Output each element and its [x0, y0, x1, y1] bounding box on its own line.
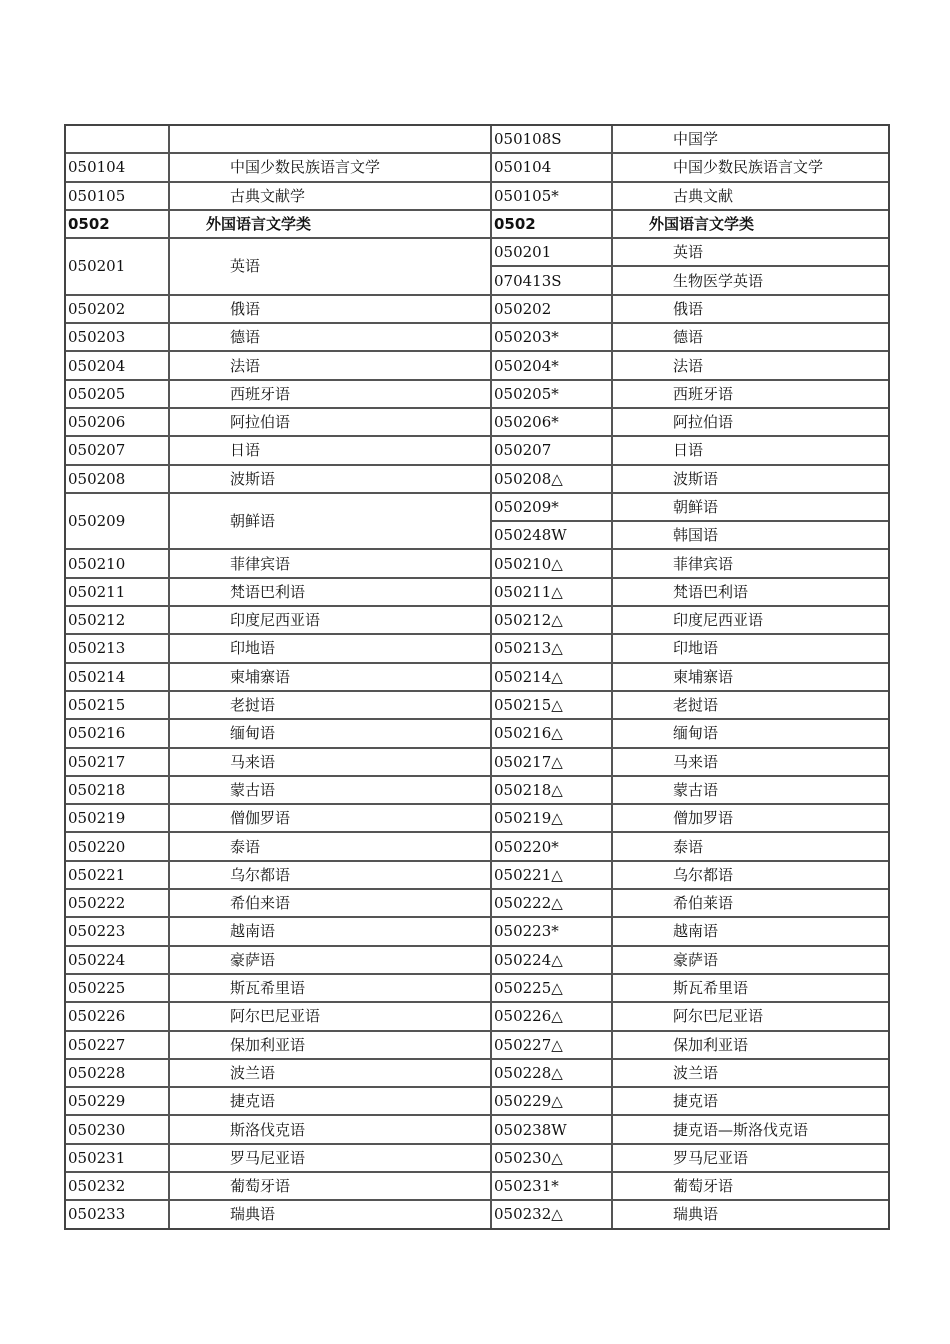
new-code-cell: 050226△ [492, 1003, 613, 1031]
table-row [66, 183, 888, 211]
old-code-cell: 050207 [66, 437, 170, 465]
new-code-cell: 0502 [492, 211, 613, 239]
new-name-cell: 西班牙语 [613, 381, 888, 409]
new-name-cell: 日语 [613, 437, 888, 465]
new-code-cell: 050216△ [492, 720, 613, 748]
new-code-cell: 050202 [492, 296, 613, 324]
new-name-cell: 梵语巴利语 [613, 579, 888, 607]
new-name-cell: 菲律宾语 [613, 550, 888, 578]
new-name-cell: 越南语 [613, 918, 888, 946]
new-name-cell: 中国少数民族语言文学 [613, 154, 888, 182]
new-name-cell: 中国学 [613, 126, 888, 154]
old-code-cell: 050104 [66, 154, 170, 182]
new-name-cell: 韩国语 [613, 522, 888, 550]
new-name-cell: 捷克语 [613, 1088, 888, 1116]
table-row [66, 550, 888, 578]
new-code-cell: 050205* [492, 381, 613, 409]
old-code-cell: 050233 [66, 1201, 170, 1227]
new-code-cell: 050210△ [492, 550, 613, 578]
new-code-cell: 050212△ [492, 607, 613, 635]
old-code-cell: 050228 [66, 1060, 170, 1088]
new-name-cell: 德语 [613, 324, 888, 352]
old-name-cell: 老挝语 [170, 692, 492, 720]
new-code-cell: 050104 [492, 154, 613, 182]
table-row [66, 1145, 888, 1173]
new-code-cell: 050248W [492, 522, 613, 550]
table-row [66, 1088, 888, 1116]
table-row [66, 692, 888, 720]
new-name-cell: 瑞典语 [673, 1205, 719, 1224]
table-row [66, 947, 888, 975]
new-code-cell: 050225△ [492, 975, 613, 1003]
old-name-cell [170, 126, 492, 154]
table-row [66, 890, 888, 918]
old-code-cell: 050227 [66, 1032, 170, 1060]
old-code-cell: 050216 [66, 720, 170, 748]
table-row [66, 975, 888, 1003]
table-row [66, 833, 888, 861]
old-name-cell: 蒙古语 [170, 777, 492, 805]
table-row [66, 239, 888, 267]
old-code-cell: 050210 [66, 550, 170, 578]
table-row [66, 1003, 888, 1031]
table-row [66, 1201, 888, 1227]
new-code-cell: 050203* [492, 324, 613, 352]
new-name-cell: 古典文献 [613, 183, 888, 211]
table-row [66, 635, 888, 663]
new-code-cell: 050207 [492, 437, 613, 465]
new-code-cell: 050214△ [492, 664, 613, 692]
new-name-cell: 老挝语 [613, 692, 888, 720]
table-row [66, 579, 888, 607]
old-code-cell: 050213 [66, 635, 170, 663]
old-code-cell: 050225 [66, 975, 170, 1003]
new-code-cell: 050220* [492, 833, 613, 861]
new-code-cell: 050209* [492, 494, 613, 522]
old-code-cell: 050205 [66, 381, 170, 409]
old-name-cell: 阿尔巴尼亚语 [170, 1003, 492, 1031]
old-code-cell: 050229 [66, 1088, 170, 1116]
new-name-cell: 马来语 [613, 749, 888, 777]
new-name-cell: 印地语 [613, 635, 888, 663]
new-name-cell: 保加利亚语 [613, 1032, 888, 1060]
table-row [66, 777, 888, 805]
new-code-cell: 050215△ [492, 692, 613, 720]
new-name-cell: 乌尔都语 [613, 862, 888, 890]
old-code-cell: 050221 [66, 862, 170, 890]
old-name-cell: 泰语 [170, 833, 492, 861]
new-name-cell: 英语 [613, 239, 888, 267]
new-name-cell: 外国语言文学类 [613, 211, 888, 239]
new-code-cell: 050231* [492, 1173, 613, 1201]
table-row [66, 154, 888, 182]
new-code-cell: 050217△ [492, 749, 613, 777]
old-code-cell: 0502 [66, 211, 170, 239]
old-name-cell: 古典文献学 [170, 183, 492, 211]
old-name-cell: 中国少数民族语言文学 [170, 154, 492, 182]
old-name-cell: 朝鲜语 [170, 494, 492, 551]
table-row [66, 324, 888, 352]
table-row [66, 720, 888, 748]
old-name-cell: 日语 [170, 437, 492, 465]
old-name-cell: 僧伽罗语 [170, 805, 492, 833]
new-code-cell: 050211△ [492, 579, 613, 607]
old-name-cell: 俄语 [170, 296, 492, 324]
old-name-cell: 罗马尼亚语 [170, 1145, 492, 1173]
table-row [66, 1060, 888, 1088]
new-name-cell: 柬埔寨语 [613, 664, 888, 692]
new-code-cell: 050222△ [492, 890, 613, 918]
table-row [66, 126, 888, 154]
old-code-cell: 050105 [66, 183, 170, 211]
old-code-cell: 050209 [66, 494, 170, 551]
old-code-cell: 050212 [66, 607, 170, 635]
table-row [66, 381, 888, 409]
old-name-cell: 印度尼西亚语 [170, 607, 492, 635]
old-code-cell: 050211 [66, 579, 170, 607]
new-code-cell: 050204* [492, 352, 613, 380]
new-code-cell: 050219△ [492, 805, 613, 833]
old-code-cell: 050206 [66, 409, 170, 437]
table-row [66, 494, 888, 522]
old-name-cell: 斯洛伐克语 [170, 1116, 492, 1144]
new-name-cell: 波兰语 [613, 1060, 888, 1088]
old-code-cell: 050232 [66, 1173, 170, 1201]
new-code-cell: 050105* [492, 183, 613, 211]
old-code-cell: 050222 [66, 890, 170, 918]
table-row [66, 862, 888, 890]
new-code-cell: 050208△ [492, 466, 613, 494]
old-name-cell: 菲律宾语 [170, 550, 492, 578]
old-name-cell: 外国语言文学类 [170, 211, 492, 239]
old-name-cell: 西班牙语 [170, 381, 492, 409]
old-name-cell: 瑞典语 [170, 1201, 492, 1227]
old-name-cell: 波斯语 [170, 466, 492, 494]
new-name-cell: 葡萄牙语 [613, 1173, 888, 1201]
new-name-cell: 印度尼西亚语 [613, 607, 888, 635]
old-name-cell: 波兰语 [170, 1060, 492, 1088]
old-code-cell: 050215 [66, 692, 170, 720]
table-row [66, 296, 888, 324]
table-row [66, 664, 888, 692]
new-name-cell: 生物医学英语 [613, 267, 888, 295]
new-name-cell: 波斯语 [613, 466, 888, 494]
old-code-cell: 050208 [66, 466, 170, 494]
old-code-cell: 050203 [66, 324, 170, 352]
new-code-cell: 050221△ [492, 862, 613, 890]
new-code-cell: 050223* [492, 918, 613, 946]
old-code-cell: 050226 [66, 1003, 170, 1031]
table-row [66, 805, 888, 833]
old-name-cell: 越南语 [170, 918, 492, 946]
table-row [66, 607, 888, 635]
old-name-cell: 阿拉伯语 [170, 409, 492, 437]
old-name-cell: 希伯来语 [170, 890, 492, 918]
table-row [66, 466, 888, 494]
new-name-cell: 法语 [613, 352, 888, 380]
table-row [66, 749, 888, 777]
new-name-cell: 希伯莱语 [613, 890, 888, 918]
new-code-cell: 050108S [492, 126, 613, 154]
old-name-cell: 豪萨语 [170, 947, 492, 975]
new-name-cell: 僧加罗语 [613, 805, 888, 833]
old-name-cell: 柬埔寨语 [170, 664, 492, 692]
table-body [66, 126, 888, 1228]
old-code-cell: 050220 [66, 833, 170, 861]
old-code-cell: 050217 [66, 749, 170, 777]
major-comparison-table [64, 124, 890, 1230]
category-row [66, 211, 888, 239]
old-code-cell [66, 126, 170, 154]
new-name-cell: 蒙古语 [613, 777, 888, 805]
old-code-cell: 050218 [66, 777, 170, 805]
old-code-cell: 050224 [66, 947, 170, 975]
table-row [66, 352, 888, 380]
new-code-cell: 050228△ [492, 1060, 613, 1088]
old-code-cell: 050201 [66, 239, 170, 296]
table-row [66, 409, 888, 437]
old-name-cell: 缅甸语 [170, 720, 492, 748]
new-name-cell: 捷克语—斯洛伐克语 [613, 1116, 888, 1144]
new-name-cell: 朝鲜语 [613, 494, 888, 522]
new-code-cell: 050232△ [492, 1201, 613, 1227]
table-row [66, 1173, 888, 1201]
new-code-cell: 050201 [492, 239, 613, 267]
table-row [66, 1116, 888, 1144]
new-code-cell: 050224△ [492, 947, 613, 975]
old-name-cell: 捷克语 [170, 1088, 492, 1116]
old-code-cell: 050223 [66, 918, 170, 946]
old-name-cell: 法语 [170, 352, 492, 380]
new-name-cell: 阿拉伯语 [613, 409, 888, 437]
new-name-cell: 俄语 [613, 296, 888, 324]
old-name-cell: 葡萄牙语 [170, 1173, 492, 1201]
old-name-cell: 梵语巴利语 [170, 579, 492, 607]
new-name-cell: 阿尔巴尼亚语 [613, 1003, 888, 1031]
new-code-cell: 050218△ [492, 777, 613, 805]
old-name-cell: 乌尔都语 [170, 862, 492, 890]
old-name-cell: 马来语 [170, 749, 492, 777]
new-code-cell: 050229△ [492, 1088, 613, 1116]
new-code-cell: 050213△ [492, 635, 613, 663]
new-name-cell: 泰语 [613, 833, 888, 861]
table-row [66, 1032, 888, 1060]
new-code-cell: 050238W [492, 1116, 613, 1144]
old-code-cell: 050202 [66, 296, 170, 324]
catalog-sheet [64, 124, 886, 1230]
old-code-cell: 050214 [66, 664, 170, 692]
old-code-cell: 050219 [66, 805, 170, 833]
old-name-cell: 德语 [170, 324, 492, 352]
new-name-cell: 缅甸语 [613, 720, 888, 748]
new-name-cell: 斯瓦希里语 [613, 975, 888, 1003]
old-code-cell: 050230 [66, 1116, 170, 1144]
old-name-cell: 英语 [170, 239, 492, 296]
table-row [66, 918, 888, 946]
old-code-cell: 050204 [66, 352, 170, 380]
new-code-cell: 070413S [492, 267, 613, 295]
new-code-cell: 050227△ [492, 1032, 613, 1060]
old-code-cell: 050231 [66, 1145, 170, 1173]
new-name-cell: 豪萨语 [613, 947, 888, 975]
table-row [66, 437, 888, 465]
new-code-cell: 050230△ [492, 1145, 613, 1173]
old-name-cell: 保加利亚语 [170, 1032, 492, 1060]
new-name-cell: 罗马尼亚语 [613, 1145, 888, 1173]
old-name-cell: 印地语 [170, 635, 492, 663]
old-name-cell: 斯瓦希里语 [170, 975, 492, 1003]
new-code-cell: 050206* [492, 409, 613, 437]
